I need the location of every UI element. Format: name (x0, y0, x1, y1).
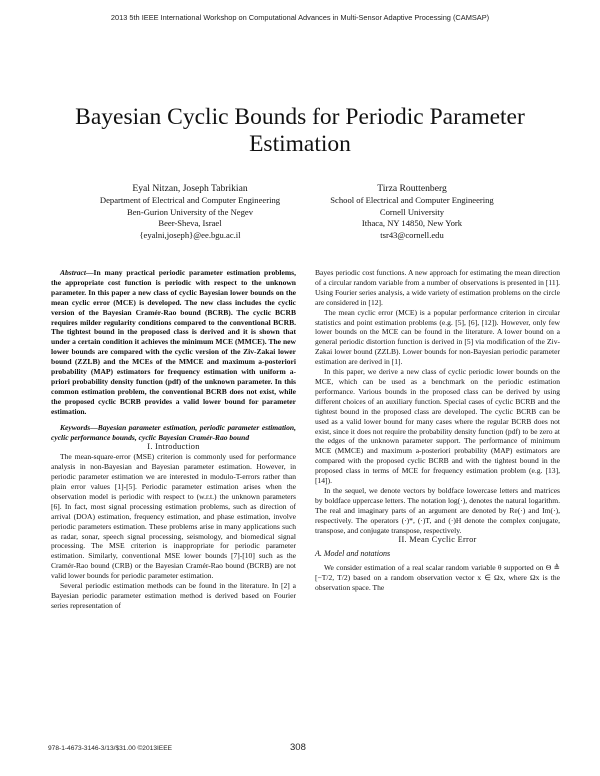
author-affiliation: Cornell University (379, 206, 445, 217)
author-affiliation: Beer-Sheva, Israel (158, 218, 222, 229)
copyright-footer: 978-1-4673-3146-3/13/$31.00 ©2013IEEE (48, 745, 173, 752)
right-column (315, 268, 560, 593)
abstract (51, 268, 296, 417)
author-email: tsr43@cornell.edu (380, 229, 444, 240)
paragraph: The mean cyclic error (MCE) is a popular performance criterion in circular statistics and point estimation problems (e.g. [5], [6], [12]). However, only few lower bounds on the MCE can be found in the literature. A lower bound on a general periodic distortion function is derived in [5] via modification of the Ziv-Zakai lower bound (ZZLB). Lower bounds for non-Bayesian periodic parameter estimation are derived in [1]. (315, 307, 560, 367)
section-heading: I. Introduction (147, 442, 200, 452)
abstract-label: Abstract (60, 268, 86, 277)
paragraph: The mean-square-error (MSE) criterion is commonly used for performance analysis in non-Bayesian and Bayesian parameter estimation. However, in periodic parameter estimation we are interested in modulo-T-errors rather than plain error values [1]-[5]. Periodic parameter estimation arises when the observation model is periodic with respect to (w.r.t.) the unknown parameters [6]. In fact, most signal processing estimation problems, such as direction of arrival (DOA) estimation, frequency estimation, and phase estimation, involve periodic parameters estimation. These problems arise in many applications such as radar, sonar, speech signal processing, seismology, and biomedical signal processing. The MSE criterion is inappropriate for periodic parameter estimation. Similarly, conventional MSE lower bounds [7]-[10] such as the Cramér-Rao bound (CRB) or the Bayesian Cramér-Rao bound (BCRB) are not valid lower bounds for periodic parameter estimation. (51, 452, 296, 581)
paragraph: We consider estimation of a real scalar random variable θ supported on Θ ≜ [−T/2, T/2) based on a random observation vector x ∈ Ωx, where Ωx is the observation space. The (315, 563, 560, 593)
author-affiliation: Ithaca, NY 14850, New York (361, 218, 463, 229)
author-email: {eyalni,joseph}@ee.bgu.ac.il (139, 229, 241, 240)
paper-title: Bayesian Cyclic Bounds for Periodic Parameter Estimation (75, 104, 525, 157)
keywords-label: Keywords (60, 422, 91, 432)
author-block-1 (80, 183, 300, 241)
paragraph: Several periodic estimation methods can be found in the literature. In [2] a Bayesian periodic parameter estimation method is derived based on Fourier series representation of (51, 581, 296, 610)
paragraph: Bayes periodic cost functions. A new approach for estimating the mean direction of a circular random variable from a number of observations is presented in [11]. Using Fourier series analysis, a wide variety of estimation problems on the circle are considered in [12]. (315, 268, 560, 307)
keywords (51, 423, 296, 443)
section-heading: II. Mean Cyclic Error (398, 535, 477, 545)
paragraph: In this paper, we derive a new class of cyclic periodic lower bounds on the MCE, which can be used as a benchmark on the periodic estimation performance. Various bounds in the proposed class can be derived by using different choices of an auxiliary function. Special cases of cyclic BCRB and the tightest bound in the proposed class are developed. The cyclic BCRB can be used as a valid lower bound for many cases where the regular BCRB does not exist, since it does not require the probability density function (pdf) to be zero at the edges of the unknown parameter support. The performance of minimum MCE (MMCE) and maximum a-posteriori probability (MAP) estimators are compared with the proposed cyclic BCRB and with the tightest bound in the proposed class in terms of MCE for frequency estimation problem (e.g. [13], [14]). (315, 367, 560, 486)
author-name: Tirza Routtenberg (377, 183, 447, 194)
conference-header: 2013 5th IEEE International Workshop on Computational Advances in Multi-Sensor Adaptive Processing (CAMSAP) (110, 13, 490, 22)
abstract-text: —In many practical periodic parameter estimation problems, the appropriate cost function is periodic with respect to the unknown parameter. In this paper a new class of cyclic Bayesian lower bounds on the mean cyclic error (MCE) is developed. The new class includes the cyclic version of the Bayesian Cramér-Rao bound (BCRB). The cyclic BCRB requires milder regularity conditions compared to the conventional BCRB. The tightest bound in the proposed class is derived and it is shown that under a certain condition it achieves the minimum MCE (MMCE). The new lower bounds are compared with the cyclic version of the Ziv-Zakai lower bound (ZZLB) and the MCEs of the MMCE and maximum a-posteriori probability (MAP) estimators for frequency estimation with uniform a-priori probability density function (pdf) of the unknown parameter. In this common estimation problem, the conventional BCRB does not exist, while the proposed cyclic BCRB provides a valid lower bound for parameter estimation. (51, 268, 296, 416)
subsection-heading: A. Model and notations (315, 549, 391, 559)
left-column (51, 268, 296, 611)
author-affiliation: Ben-Gurion University of the Negev (126, 206, 253, 217)
author-affiliation: School of Electrical and Computer Engineering (330, 195, 494, 206)
author-name: Eyal Nitzan, Joseph Tabrikian (132, 183, 248, 194)
page-number: 308 (290, 742, 306, 753)
keywords-text: —Bayesian parameter estimation, periodic parameter estimation, cyclic performance bounds, cyclic Bayesian Cramér-Rao bound (51, 422, 296, 442)
paragraph: In the sequel, we denote vectors by boldface lowercase letters and matrices by boldface uppercase letters. The notation log(·), denotes the natural logarithm. The real and imaginary parts of an argument are denoted by Re(·) and Im(·), respectively. The operators (·)*, (·)T, and (·)H denote the complex conjugate, transpose, and conjugate transpose, respectively. (315, 485, 560, 535)
author-block-2 (302, 183, 522, 241)
author-affiliation: Department of Electrical and Computer Engineering (99, 195, 281, 206)
